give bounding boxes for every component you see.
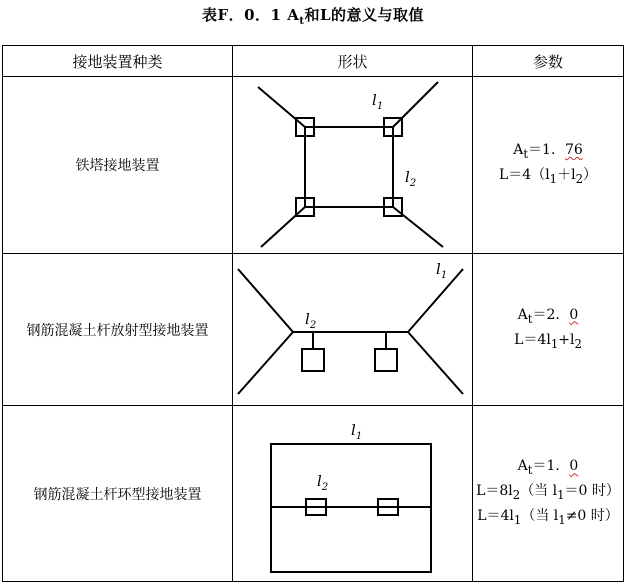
- ring-diagram: [233, 406, 473, 581]
- param-line: $A_t=2$．0: [517, 306, 579, 326]
- table-row: [3, 77, 624, 254]
- header-type: 接地装置种类: [3, 46, 233, 77]
- row-name-tower: 铁塔接地装置: [3, 77, 233, 254]
- param-line: $L=4l_1+l_2$: [514, 331, 582, 351]
- table-row: [3, 406, 624, 582]
- tower-params: [473, 77, 624, 254]
- header-row: [3, 46, 624, 77]
- radial-diagram: [233, 254, 473, 405]
- header-params: 参数: [473, 46, 624, 77]
- radial-params: [473, 254, 624, 406]
- grounding-table: [2, 45, 624, 582]
- param-line: $L=4l_1$（当 $l_1\ne 0$ 时）: [477, 507, 619, 527]
- radial-diagram-cell: [233, 254, 473, 406]
- tower-l2-label: $l_2$: [405, 168, 417, 189]
- param-line: $L=8l_2$（当 $l_1=0$ 时）: [476, 483, 620, 502]
- radial-l1-label: $l_1$: [436, 260, 448, 281]
- tower-diagram: [233, 77, 473, 253]
- tower-diagram-cell: [233, 77, 473, 254]
- table-row: [3, 254, 624, 406]
- ring-l2-label: $l_2$: [317, 472, 329, 493]
- param-line: $A_t=1$．0: [517, 458, 579, 478]
- row-name-radial: 钢筋混凝土杆放射型接地装置: [3, 254, 233, 406]
- ring-params: [473, 406, 624, 582]
- tower-l1-label: $l_1$: [372, 91, 384, 112]
- header-shape: 形状: [233, 46, 473, 77]
- ring-diagram-cell: [233, 406, 473, 582]
- param-line: $L=4(l_1+l_2)$: [498, 167, 597, 186]
- ring-l1-label: $l_1$: [351, 421, 363, 442]
- row-name-ring: 钢筋混凝土杆环型接地装置: [3, 406, 233, 582]
- table-title: 表F．0．1 $A_t$和L的意义与取值: [201, 6, 425, 27]
- param-line: $A_t=1$．76: [513, 142, 583, 161]
- radial-l2-label: $l_2$: [305, 310, 317, 331]
